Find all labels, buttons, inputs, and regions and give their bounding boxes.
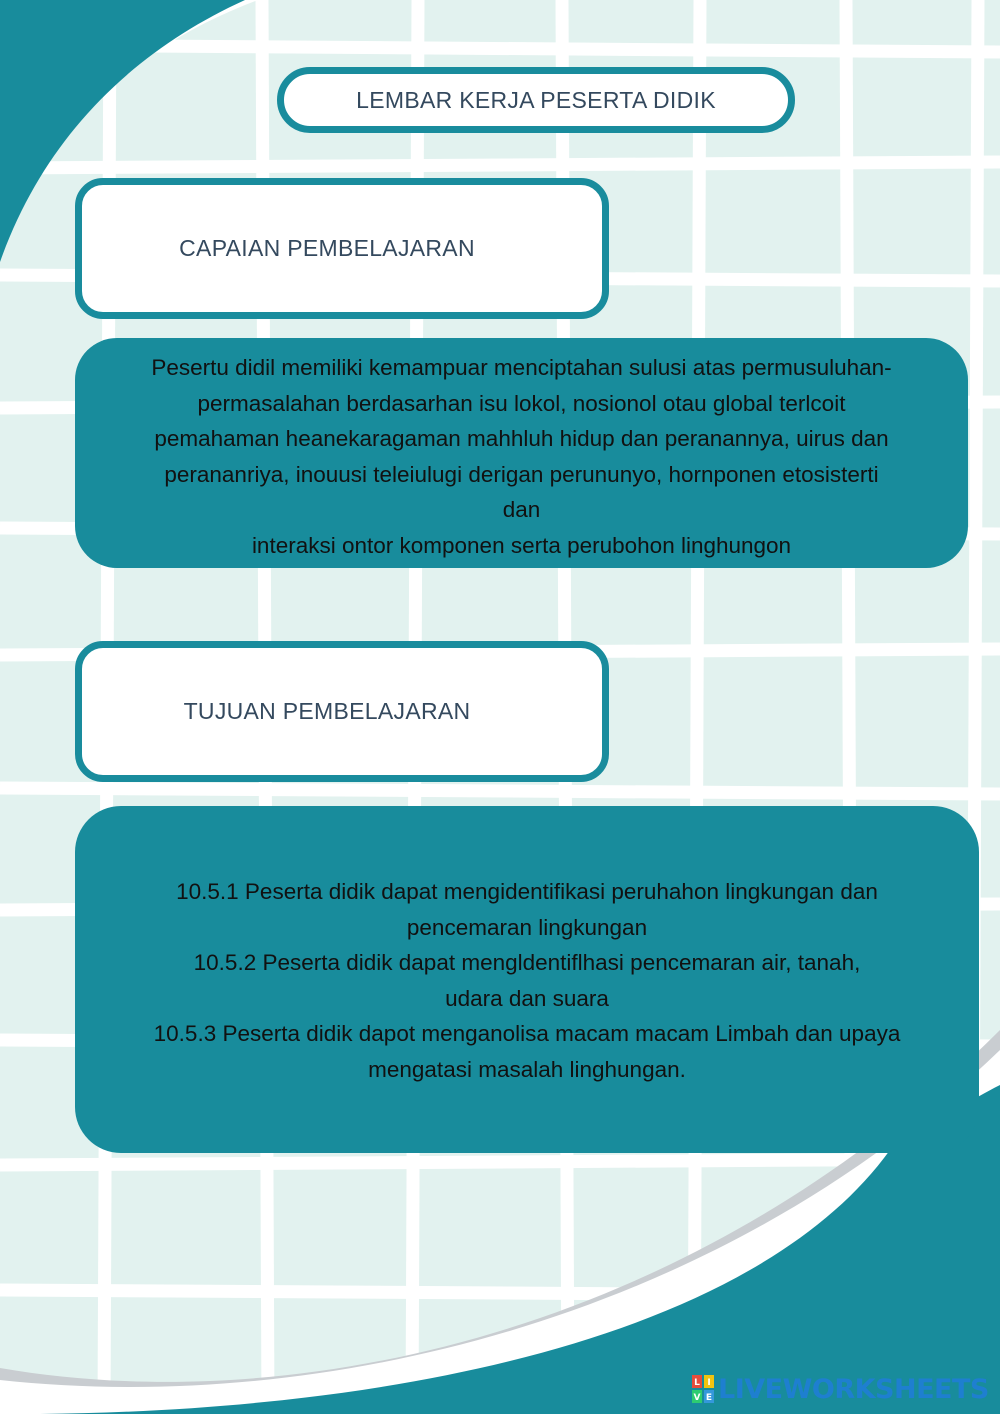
capaian-line: dan xyxy=(502,497,541,522)
capaian-line: interaksi ontor komponen serta perubohon linghungon xyxy=(251,532,792,558)
capaian-line: perananriya, inouusi teleiulugi derigan perununyo, hornponen etosisterti xyxy=(164,461,879,487)
tujuan-line: 10.5.2 Peserta didik dapat mengldentiflhasi pencemaran air, tanah, xyxy=(193,950,861,975)
logo-letter: E xyxy=(705,1393,713,1403)
logo-letter: I xyxy=(707,1378,711,1388)
logo-letter: V xyxy=(693,1393,701,1403)
capaian-line: permasalahan berdasarhan isu lokol, nosionol otau global terlcoit xyxy=(197,390,846,416)
tujuan-text-box xyxy=(75,806,979,1153)
worksheet-title xyxy=(277,67,795,133)
tujuan-line: mengatasi masalah linghungan. xyxy=(368,1056,686,1082)
liveworksheets-logo-icon xyxy=(692,1375,714,1403)
tujuan-line: 10.5.1 Peserta didik dapat mengidentifikasi peruhahon lingkungan dan xyxy=(176,879,878,904)
liveworksheets-label: LIVEWORKSHEETS xyxy=(718,1373,989,1405)
tujuan-line: pencemaran lingkungan xyxy=(406,914,648,940)
tujuan-line: udara dan suara xyxy=(445,985,609,1011)
capaian-line: pemahaman heanekaragaman mahhluh hidup dan peranannya, uirus dan xyxy=(154,426,889,451)
capaian-line: Pesertu didil memiliki kemampuar menciptahan sulusi atas permusuluhan- xyxy=(151,355,892,380)
capaian-heading: CAPAIAN PEMBELAJARAN xyxy=(179,235,475,261)
worksheet-title-text: LEMBAR KERJA PESERTA DIDIK xyxy=(356,86,716,113)
tujuan-heading-box xyxy=(75,641,609,782)
liveworksheets-brand[interactable] xyxy=(692,1374,989,1404)
capaian-text-box xyxy=(75,338,968,568)
tujuan-line: 10.5.3 Peserta didik dapot menganolisa macam macam Limbah dan upaya xyxy=(153,1021,901,1046)
logo-letter: L xyxy=(694,1378,700,1388)
capaian-heading-box xyxy=(75,178,609,319)
tujuan-heading: TUJUAN PEMBELAJARAN xyxy=(183,698,471,724)
